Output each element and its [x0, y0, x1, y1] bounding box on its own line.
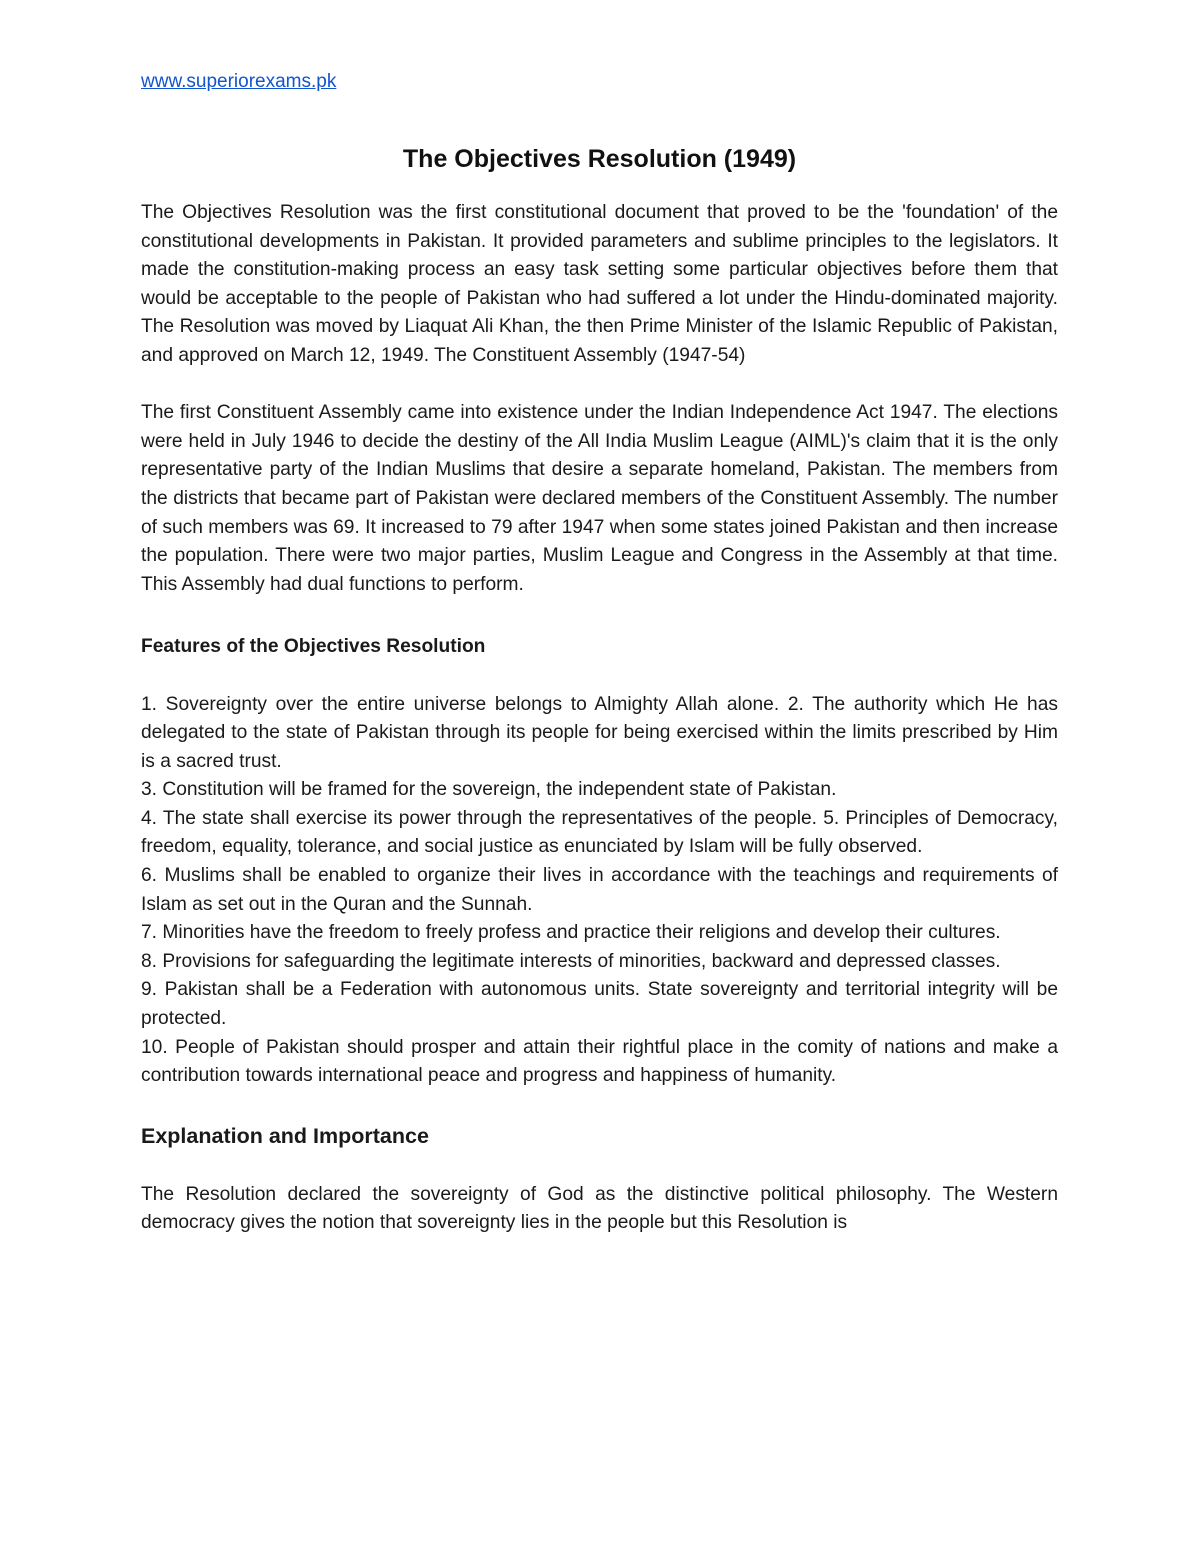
feature-item: 4. The state shall exercise its power through the representatives of the people. 5. Principles of Democracy, freedom, equality, tolerance, and social justice as enunciated by Islam will be fully observed.: [141, 807, 1058, 858]
feature-item: 10. People of Pakistan should prosper and attain their rightful place in the comity of nations and make a contribution towards international peace and progress and happiness of humanity.: [141, 1036, 1058, 1087]
site-link[interactable]: www.superiorexams.pk: [141, 71, 337, 92]
explanation-heading: Explanation and Importance: [141, 1123, 429, 1148]
feature-item: 8. Provisions for safeguarding the legitimate interests of minorities, backward and depressed classes.: [141, 950, 1001, 972]
feature-item: 6. Muslims shall be enabled to organize their lives in accordance with the teachings and requirements of Islam as set out in the Quran and the Sunnah.: [141, 865, 1058, 915]
feature-item: 1. Sovereignty over the entire universe belongs to Almighty Allah alone. 2. The authority which He has delegated to the state of Pakistan through its people for being exercised within the limits prescribed by Him is a sacred trust.: [141, 693, 1058, 772]
feature-item: 3. Constitution will be framed for the sovereign, the independent state of Pakistan.: [141, 779, 837, 801]
features-heading: Features of the Objectives Resolution: [141, 636, 486, 658]
explanation-paragraph: The Resolution declared the sovereignty of God as the distinctive political philosophy. The Western democracy gives the notion that sovereignty lies in the people but this Resolution is: [141, 1183, 1058, 1234]
constituent-assembly-paragraph: The first Constituent Assembly came into existence under the Indian Independence Act 1947. The elections were held in July 1946 to decide the destiny of the All India Muslim League (AIML)'s claim that it is the only representative party of the Indian Muslims that desire a separate homeland, Pakistan. The members from the districts that became part of Pakistan were declared members of the Constituent Assembly. The number of such members was 69. It increased to 79 after 1947 when some states joined Pakistan and then increase the population. There were two major parties, Muslim League and Congress in the Assembly at that time. This Assembly had dual functions to perform.: [141, 402, 1058, 595]
feature-item: 7. Minorities have the freedom to freely profess and practice their religions and develop their cultures.: [141, 922, 1001, 944]
feature-item: 9. Pakistan shall be a Federation with autonomous units. State sovereignty and territorial integrity will be protected.: [141, 979, 1058, 1030]
intro-paragraph: The Objectives Resolution was the first constitutional document that proved to be the 'foundation' of the constitutional developments in Pakistan. It provided parameters and sublime principles to the legislators. It made the constitution-making process an easy task setting some particular objectives before them that would be acceptable to the people of Pakistan who had suffered a lot under the Hindu-dominated majority. The Resolution was moved by Liaquat Ali Khan, the then Prime Minister of the Islamic Republic of Pakistan, and approved on March 12, 1949. The Constituent Assembly (1947-54): [141, 202, 1058, 366]
page-title: The Objectives Resolution (1949): [402, 145, 797, 173]
features-list: [141, 691, 1058, 1091]
document-page: [141, 68, 1058, 1238]
